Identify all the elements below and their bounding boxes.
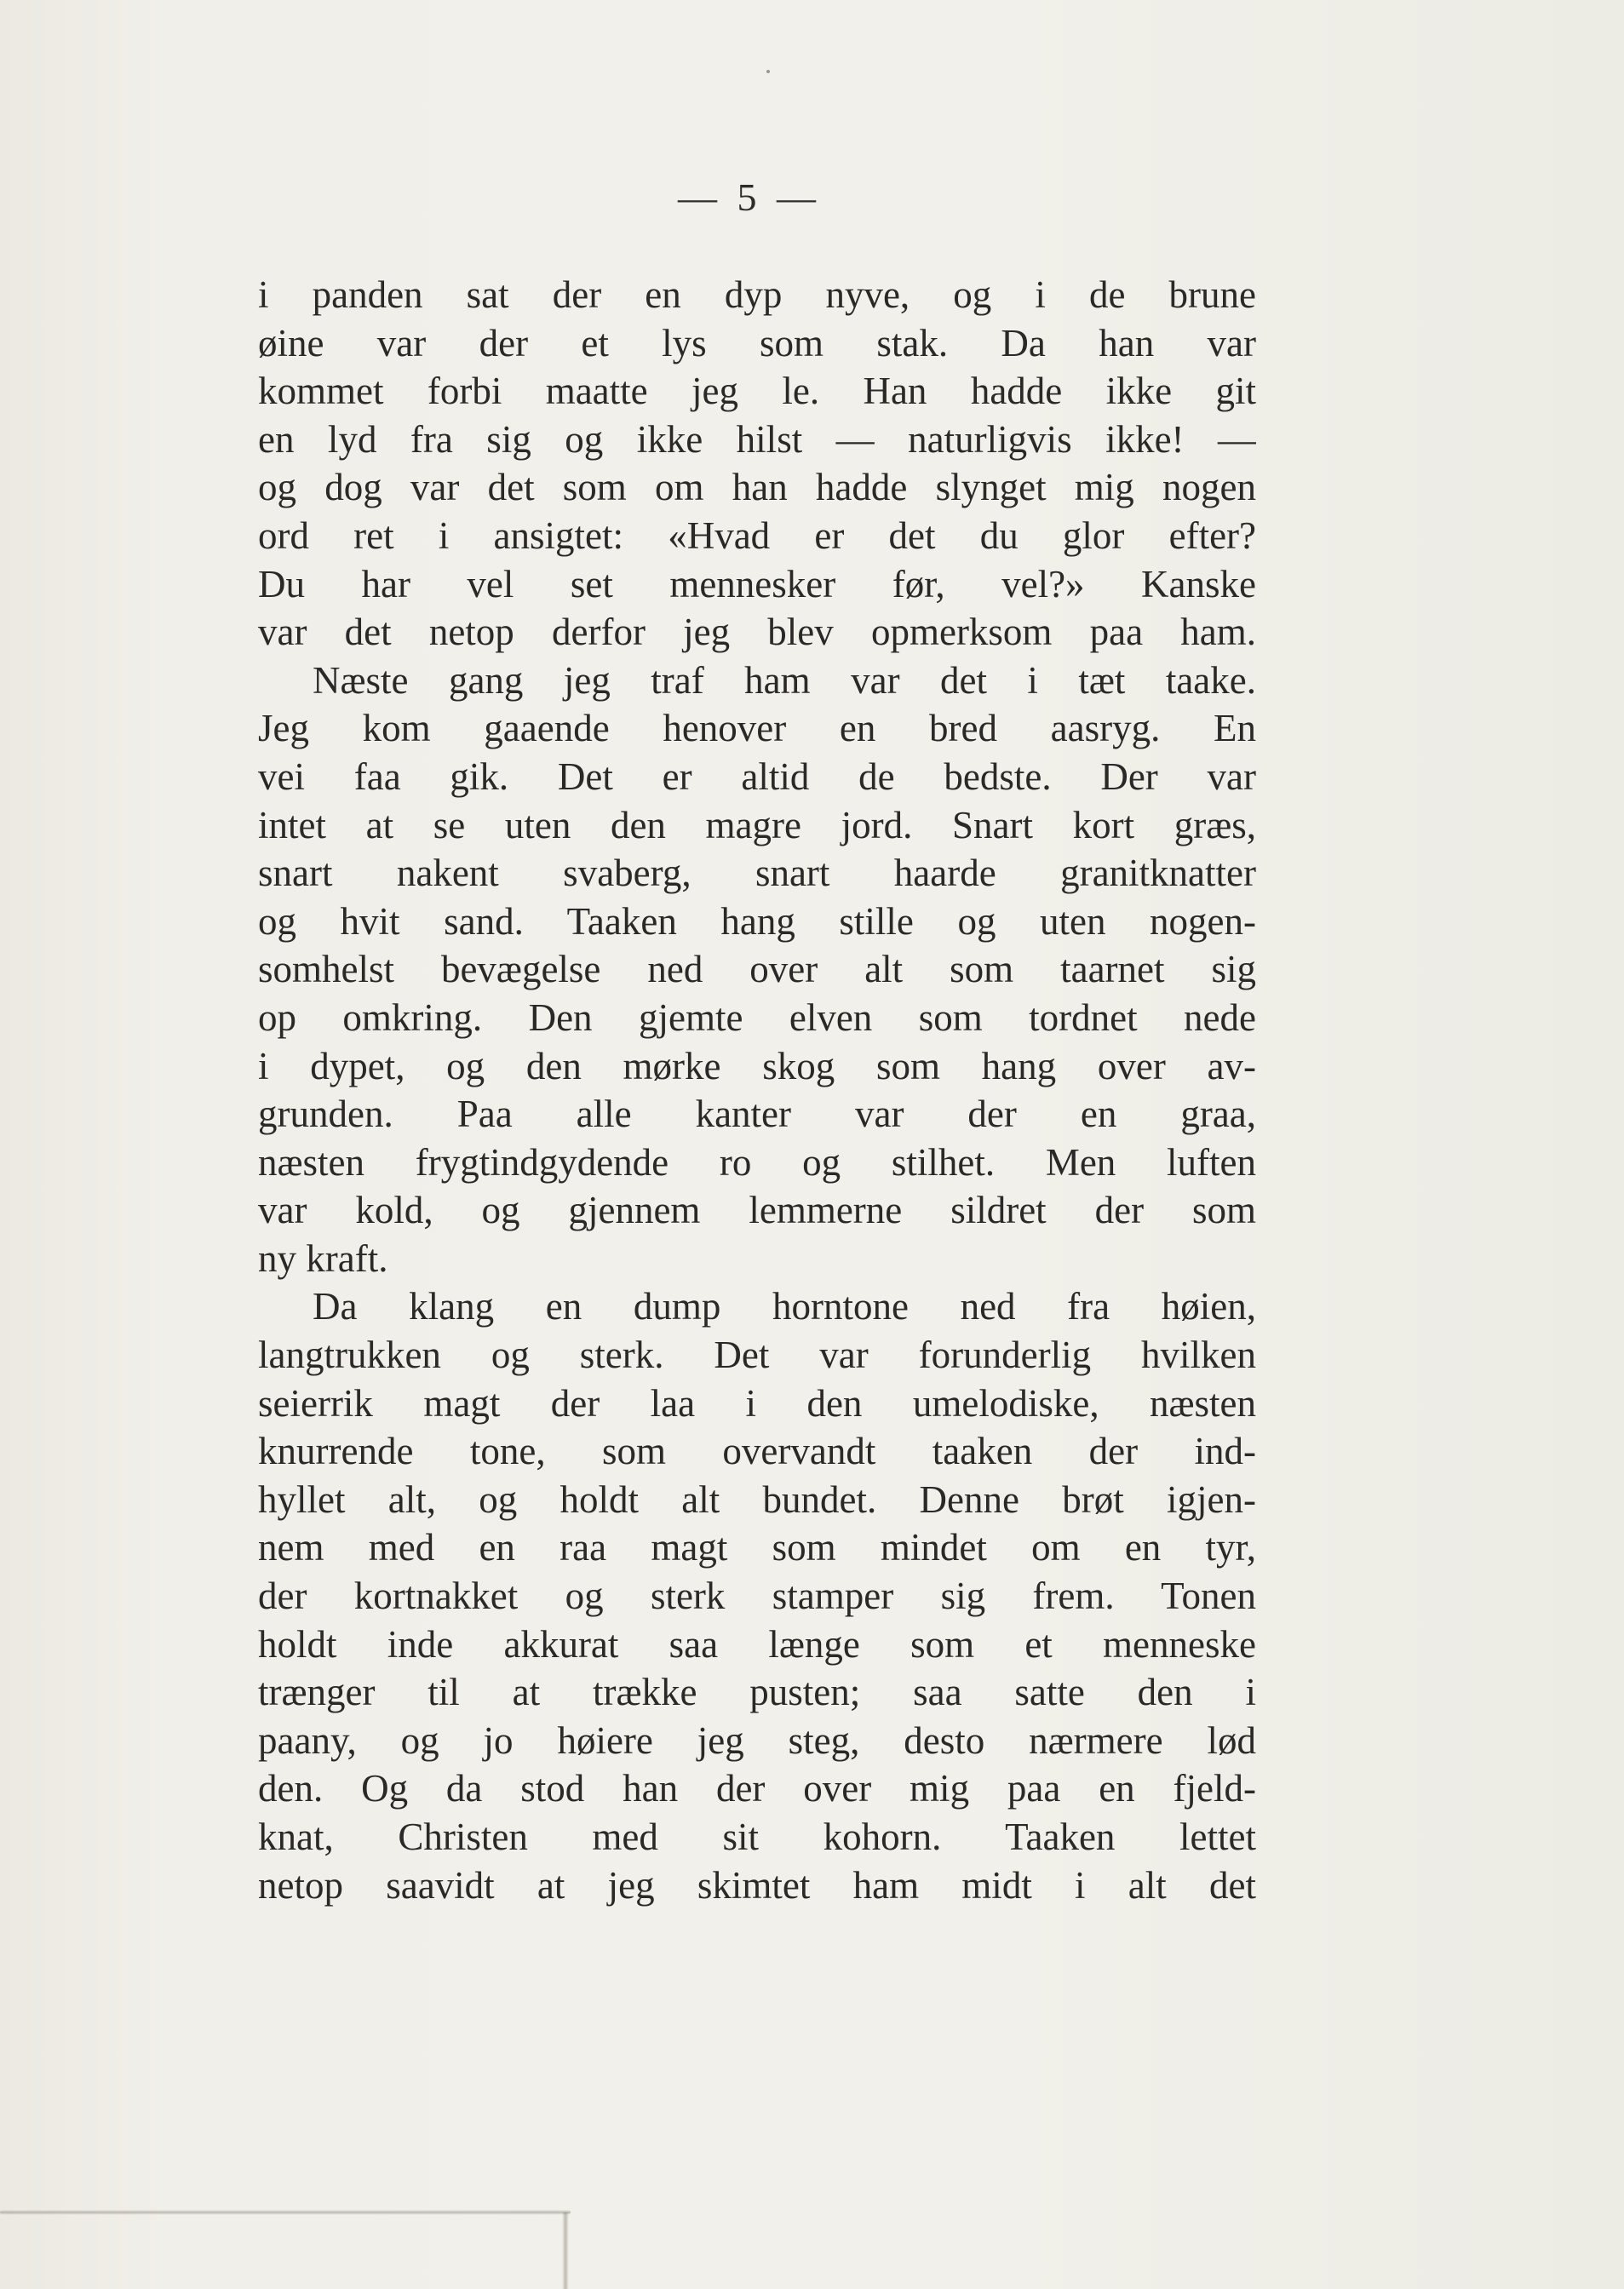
text-line: og hvit sand. Taaken hang stille og uten nogen- (258, 899, 1256, 943)
text-line: og dog var det som om han hadde slynget mig nogen (258, 466, 1256, 509)
text-line: i dypet, og den mørke skog som hang over av- (258, 1044, 1256, 1087)
body-text (258, 271, 1256, 1909)
text-line: vei faa gik. Det er altid de bedste. Der var (258, 754, 1256, 798)
text-line: seierrik magt der laa i den umelodiske, næsten (258, 1381, 1256, 1425)
page-number: — 5 — (678, 175, 821, 219)
paper-fold-edge (0, 2210, 571, 2215)
text-line: op omkring. Den gjemte elven som tordnet nede (258, 995, 1256, 1039)
text-line: nem med en raa magt som mindet om en tyr, (258, 1526, 1256, 1569)
text-line: næsten frygtindgydende ro og stilhet. Men luften (258, 1140, 1256, 1184)
paragraph-start-line: Næste gang jeg traf ham var det i tæt taake. (313, 658, 1256, 702)
paragraph-start-line: Da klang en dump horntone ned fra høien, (313, 1285, 1256, 1328)
text-line: var kold, og gjennem lemmerne sildret der som (258, 1189, 1256, 1232)
text-line: netop saavidt at jeg skimtet ham midt i alt det (258, 1863, 1256, 1907)
text-line: kommet forbi maatte jeg le. Han hadde ikke git (258, 370, 1256, 413)
text-line: Du har vel set mennesker før, vel?» Kanske (258, 562, 1256, 605)
text-line: knurrende tone, som overvandt taaken der ind- (258, 1430, 1256, 1473)
paper-fold-corner (562, 2212, 569, 2289)
text-line: en lyd fra sig og ikke hilst — naturligvis ikke! — (258, 417, 1256, 461)
text-line: snart nakent svaberg, snart haarde granitknatter (258, 852, 1256, 895)
text-line: var det netop derfor jeg blev opmerksom paa ham. (258, 611, 1256, 654)
text-line: trænger til at trække pusten; saa satte den i (258, 1671, 1256, 1714)
paragraph-end-line: ny kraft. (258, 1236, 388, 1280)
text-line: intet at se uten den magre jord. Snart kort græs, (258, 803, 1256, 846)
text-line: knat, Christen med sit kohorn. Taaken lettet (258, 1816, 1256, 1858)
text-line: langtrukken og sterk. Det var forunderlig hvilken (258, 1334, 1256, 1377)
text-line: Jeg kom gaaende henover en bred aasryg. En (258, 707, 1256, 750)
text-line: paany, og jo høiere jeg steg, desto nærmere lød (258, 1718, 1256, 1762)
text-line: grunden. Paa alle kanter var der en graa, (258, 1093, 1256, 1136)
print-speck (766, 70, 770, 73)
text-line: holdt inde akkurat saa længe som et menneske (258, 1622, 1256, 1666)
text-line: øine var der et lys som stak. Da han var (258, 321, 1256, 364)
text-line: hyllet alt, og holdt alt bundet. Denne brøt igjen- (258, 1477, 1256, 1521)
text-line: i panden sat der en dyp nyve, og i de brune (258, 273, 1256, 316)
text-line: den. Og da stod han der over mig paa en fjeld- (258, 1767, 1256, 1810)
text-line: somhelst bevægelse ned over alt som taarnet sig (258, 948, 1256, 991)
text-line: ord ret i ansigtet: «Hvad er det du glor efter? (258, 513, 1256, 557)
text-line: der kortnakket og sterk stamper sig frem. Tonen (258, 1575, 1256, 1618)
